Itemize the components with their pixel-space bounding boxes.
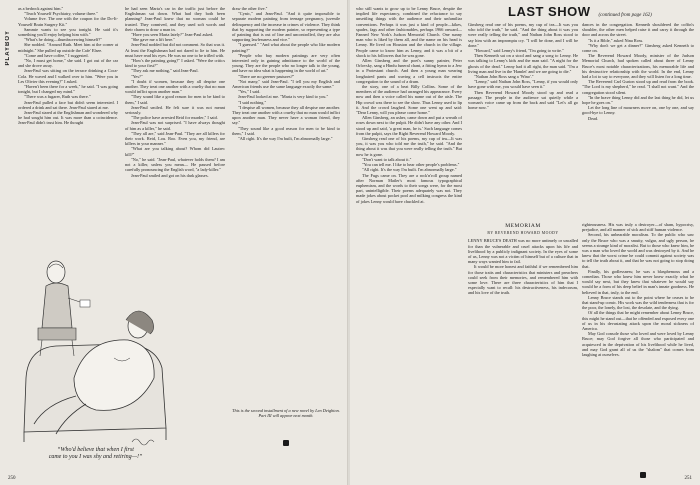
paragraph: Jean-Paul looked at me. "Marta is very kind to you.": [238, 94, 329, 100]
paragraph: righteousness. His was truly a destroyer—of sham, hypocrisy, prejudice, and all manner of sick and stiff human violence.: [582, 222, 694, 233]
paragraph: "Yes?": [131, 73, 143, 79]
paragraph: Ginsberg read one of his poems, my cup of tea—It was you, it was you who told me the truth," he said. "And the thing about it was that you were really telling the truth." But now he is gone.: [356, 136, 462, 157]
paragraph: "How's the painting going?" I asked. "Were the critics kind to your first?": [125, 58, 225, 69]
paragraph: "There was a fugarer, Ruth was there.": [24, 94, 91, 100]
cartoon-illustration: [16, 228, 172, 450]
paragraph: The Fugs came on. They are a rock'n'roll group named after Norman Mailer's most famous typographical euphemism, and the words to their songs were, for the most part, unintelligible. Their poems adequately was not. They made jokes about pocket pool and milking congress the kind of jokes Lenny would have chuckled at.: [356, 172, 462, 204]
paragraph: "There are no greener pastures?": [238, 73, 295, 79]
paragraph: Jean-Paul pulled a face but didn't seem interested. I ordered a drink and sat there. Jean-Paul stared at me.: [18, 99, 118, 110]
paragraph: "What are you talking about? Whom did Lautrec kill?": [125, 146, 225, 157]
article-title: LAST SHOW: [508, 4, 591, 19]
paragraph: Dead.: [588, 115, 599, 121]
page-number-right: 251: [684, 476, 692, 481]
memoriam-title: MEMORIAM: [505, 223, 541, 229]
paragraph: "Yes," I said.: [238, 89, 261, 95]
paragraph: Second, his unbearable moralism. To the public who saw only the Bruce who was a smutty, vulgar, and ugly person, he seems a strange kind of moralist. But to those who knew him, he was a man who loved the world and was destroyed by it. And he knew that the worst crime he could commit against society was to tell the truth about it, and that he was not going to stop doing that.: [582, 232, 694, 269]
paragraph: "They sound like a good reason for men to be kind to them," I said.: [232, 125, 340, 136]
masthead-label: PLAYBOY: [5, 30, 11, 66]
paragraph: "Why don't we get a dinner?" Ginsberg asked Kenneth to come on.: [582, 42, 694, 54]
page-number-left: 250: [8, 476, 16, 481]
cartoon-caption: [18, 447, 173, 461]
paragraph: May God console those who loved and were loved by Lenny Bruce; may God forgive all those who participated and acquiesced in the deprivation of his livelihood while he lived, and may God grant all of us the "shalom" that comes from laughing at ourselves.: [582, 331, 694, 358]
paragraph: Jean-Paul smiled. He felt sure it was not meant seriously.: [125, 104, 225, 116]
paragraph: Let the long line of mourners move on, one by one, and say good-bye to Lenny.: [582, 105, 694, 116]
end-mark-icon: [640, 472, 646, 478]
paragraph: "Howard," said Lenny's friend, "I'm going to write.": [474, 48, 564, 54]
paragraph: "I doubt if women, because they all despise one another. They treat one another with a cruelty that no man would inflict upon another man.": [125, 78, 225, 95]
paragraph: who still wants to grow up to be Lenny Bruce, despite the implied life expectancy, combined the reluctance to say unsettling things with the audience and their unfamiliar conventions. Perhaps it was just a kind of people—kikes, spades, fags and other fashionables, perhaps 1966 onward—Fanned New York's Judson Memorial Church. One sunny man who is liked by them all, and the name on his head is Lenny. He lived on Houston and the church in the village. People came to know him as Lenny, and it was a bit of a shock to his followers that he was gone.: [356, 6, 462, 58]
right-page: [350, 0, 700, 485]
paragraph: "All right. It's the way I'm built. I'm abnormally large.": [362, 167, 457, 173]
paragraph: draw the other five.": [232, 6, 268, 11]
paragraph: "Cynic," and Jean-Paul. "And it quite impossible to separate modern painting from teenage pregnancy, juvenile delinquency and the increase in crimes of violence. They think that by supporting the modern painter, so representing a type of painting that is out of line and uncontrolled, they are also supporting lawlessness and vice.": [232, 11, 340, 43]
paragraph: "Not many," said Jean-Paul. "I tell you my English and American friends use the same language exactly the same.": [232, 78, 340, 90]
caption-line: came to you I was shy and retiring—!”: [48, 454, 143, 461]
paragraph: "No," he said. "Jean-Paul, whatever holds them? I am not a killer, unless you mean— He paused before carefully pronouncing the English word, "a lady-killer.": [125, 156, 225, 173]
footnote-text: This is the second installment of a new novel by Len Deighton. Part III will appear next month.: [232, 408, 340, 419]
paragraph: The Reverend Howard Moody, minister of the Judson Memorial Church, had spoken called about three of Lenny Bruce's most notable characterizations, his memorable life and his destructive relationship with the world. In the end, Lenny had a lot to say to everyone, and they will listen for a long time.: [582, 53, 694, 80]
caption-line: “Who'd believe that when I first: [57, 447, 134, 453]
installment-note: [232, 408, 340, 436]
paragraph: She nodded. "Around Ruth. Meet him at the corner at midnight." She pulled up outside the Cafe' Elsee.: [18, 42, 118, 53]
paragraph: Allen Ginsberg, an usher, came down and put a wreath of roses down next to the pulpit. He didn't have any other. And I stood up and said, 'a great man, he is.' Such language comes from the pulpit, says the Right Reverend Howard Moody.: [356, 115, 462, 136]
paragraph: "In the brave thing Lenny did and the last thing he did, let us hope he goes on.": [582, 94, 694, 106]
paragraph: It would be more honest and faithful if we remembered him for those traits and characteristics that ministers and preachers could seek from their memories, and remembered him with some love. There are three characteristics of him that I especially want to recall: his destructiveness, his indecorum, and his love of the truth.: [468, 264, 578, 296]
paragraph: as a bedrock against him.": [18, 6, 64, 11]
paragraph: "No, I must get home," she said. I got out of the car and she drove away.: [18, 58, 118, 69]
paragraph: "All right. It's the way I'm built, I'm abnormally large.": [238, 136, 333, 142]
paragraph: "Haven't been there for a week," he said. "I was going tonight, but I changed my mind.": [18, 84, 118, 95]
paragraph: "I guessed." "And what about the people who like modern painting?": [232, 42, 340, 53]
right-column-1: [356, 6, 462, 476]
paragraph: Jean-Paul smiled and got on his dark glasses.: [131, 172, 209, 178]
masthead-vertical: [5, 30, 13, 90]
paragraph: Finally, his godlessness; he was a blasphemous and a comedian. Those who knew him never knew exactly what he would say next, but they knew that whatever he would say would be a form of his deep belief in man's innate goodness. He believed in that, truly, to the end.: [582, 268, 694, 295]
paragraph: The Reverend Carl Gurion stood up and read from the book. "The Lord is my shepherd," he read. "I shall not want." And the congregation stood silent.: [582, 79, 694, 95]
paragraph: "Come and have coffee," I suggested.: [24, 52, 89, 58]
continued-note: (continued from page 162): [598, 13, 652, 18]
paragraph: "They sound like a good reason for men to be kind to them," I said.: [125, 94, 225, 105]
paragraph: Jean-Paul nodded but did not comment. So that was it. At least the Englishman had not dared to lie to him. He must have read his eyes. He was no one to be trifled with.: [125, 42, 225, 58]
paragraph: "Nathan John Ross sang a 'Wino'.": [474, 74, 534, 80]
paragraph: Sammie wants to see you tonight. He said it's something you'll enjoy helping him with.": [18, 26, 118, 38]
article-header: [508, 3, 658, 17]
left-column-1: [18, 6, 118, 226]
paragraph: "They all are," said Jean-Paul. "They are all killers for their work. Reid, Lou. Roo. Even you, my friend, are killers in your manner.": [125, 130, 225, 147]
paragraph: "I despise all women, because they all despise one another. They treat one another with a cruelty that no man would inflict upon another man. They never have a woman friend, they say.": [232, 104, 340, 126]
paragraph: dances in the congregation. Kenneth shouldered the coffin's shoulder, the other men helped raise it and carry it through the door and across the street.: [582, 22, 694, 38]
paragraph: "Teach Yourself Psychiatry, volume three.": [24, 11, 98, 17]
left-page: [0, 0, 348, 485]
paragraph: LENNY BRUCE'S DEATH was no more untimely or uncalled for than the vulnerable and cruel attacks upon his life and livelihood by a publicly indignant society. In the eyes of some of us, Lenny was not a victim of himself but of a culture that in many ways wanted him to fail.: [468, 238, 578, 265]
paragraph: "People who buy modern paintings are very often interested only in gaining admittance to the world of the young. They are the people who no longer talk to the young, and have no idea what is happening in the world of art.": [232, 52, 340, 74]
paragraph: Then Kenneth sat on a stool and sang a song to Lenny. He was talking to Lenny's kids and the man said. "A night for the ghosts of the dead." Lenny had it all right, the man said. "I'm a living man and live in the 'Hamlet' and we are going to die.": [468, 53, 578, 74]
left-column-3: [232, 6, 340, 401]
paragraph: "She gave me a lift here.": [131, 37, 176, 43]
paragraph: "Lenny," said Nathan John Ross, "Lenny, if you would only have gone with me, you would have seen it.": [468, 79, 578, 90]
paragraph: "Have you seen Marta lately?" Jean-Paul asked.: [131, 32, 214, 38]
paragraph: Jean-Paul was not surprised. "I have always thought of him as a killer," he said.: [125, 120, 225, 131]
paragraph: "Don't want to talk about it.": [362, 156, 412, 162]
right-column-2: [468, 22, 578, 217]
bunny-logo-icon: [283, 440, 289, 446]
right-column-3: [582, 222, 694, 470]
paragraph: Lenny Bruce stands out to the point where he ceases to be that stand-up comic. His work was the wild tenderness that is for the poor, the lonely, the lost, the desolate, and the dying.: [582, 294, 694, 311]
paragraph: "They ask me nothing," said Jean-Paul.: [131, 68, 199, 74]
paragraph: Jean-Paul stared at the Englishman and wondered why he had sought him out. It was more than a coincidence. Jean-Paul didn't trust him. He thought: [18, 110, 118, 126]
paragraph: "Is it a Bible," asked Nina Ross.: [588, 37, 644, 43]
paragraph: Of all the things that he might remember about Lenny Bruce, this might he stand out—that he offended and exposed every one of us in his devastating attack upon the moral sickness of America.: [582, 310, 694, 332]
paragraph: "What's he doing—thumbscrewing himself?": [24, 37, 102, 43]
right-column-2b: [582, 22, 694, 217]
paragraph: "You can tell me. I like to hear other people's problems.": [362, 162, 460, 168]
paragraph: the story, one of a beat Billy Collins. Some of the members of the audience had arranged his appearance. Every now and then a voice called his name out of the aisle. The Hip crowd was there to see the show. Thus Lenny used to lip it. And the crowd laughed. Some one went up and said: "Dear Lenny, will you please come home.": [356, 84, 462, 116]
paragraph: Ginsberg read one of his poems, my cup of tea—It was you who told the truth," he said. "And the thing about it was you were really telling the truth," and Nathan John Ross stood to say him with an impromptu cry. "I will be done, and I will be done.": [468, 22, 578, 48]
paragraph: he had seen Marta's car in the traffic just before the Englishman sat down. What had they both been planning? Jean-Paul knew that no woman could be trusted. They connived, and they used soft words and their charm to draw a man in.: [125, 6, 225, 32]
paragraph: "I said nothing.": [238, 99, 267, 105]
memoriam-byline: BY REVEREND HOWARD MOODY: [487, 231, 559, 236]
paragraph: Allen Ginsberg and the poet's sunny painter, Peter Orlovsky, sang a Hindu funeral chant, a fitting hymn to a Jew in a Protestant church. And then a young man wearing longhaired pants and waving a cell instructs the entire congregation to the sound of a drum.: [356, 58, 462, 84]
memoriam-column: [468, 222, 578, 477]
paragraph: Jean-Paul was sitting on the terrace drinking a Coca-Cola. He waved and I walked over to him. "Were you in Les Olivier this evening?" I asked.: [18, 68, 118, 84]
paragraph: Volume five. The one with the coupon for the Do-It-Yourself Brain Surgery Kit.": [18, 16, 118, 27]
paragraph: "The police have arrested Reid for murder," I said.: [131, 115, 218, 121]
paragraph: Then Reverend Howard Moody stood up and read a passage. The people in the audience sat quietly while a woman's voice came up from the back and said "Let's all go home now.": [468, 89, 578, 111]
